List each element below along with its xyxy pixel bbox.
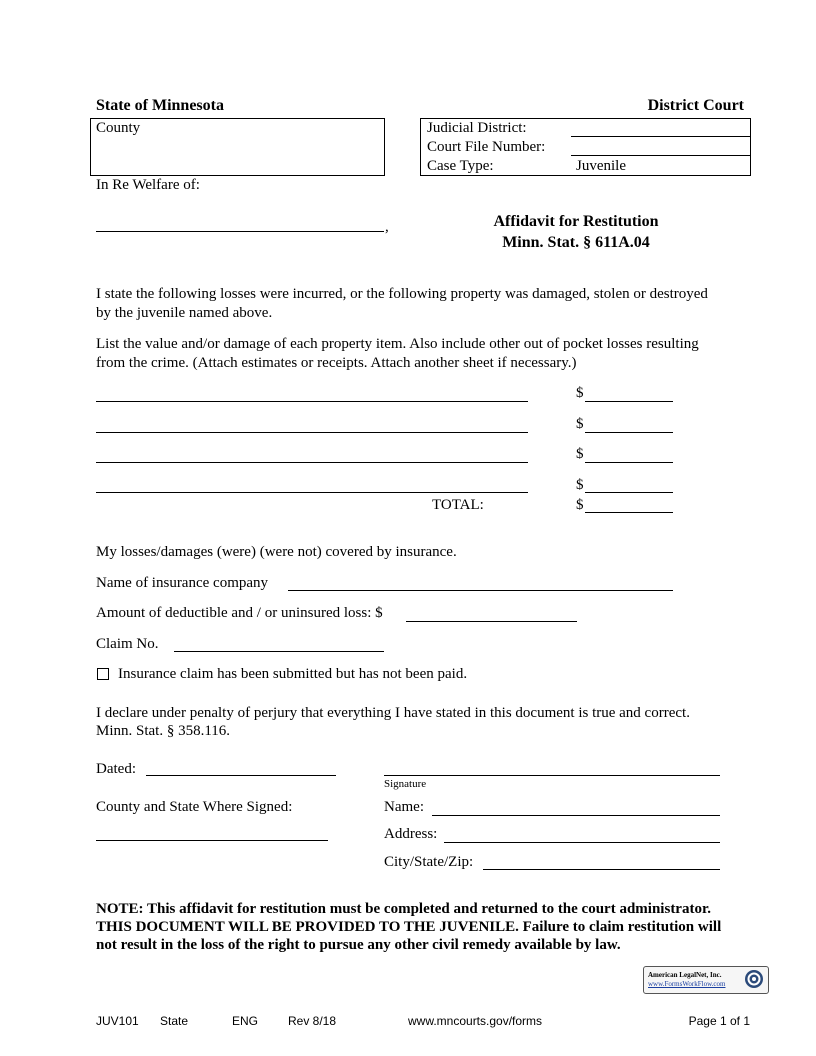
perjury-declaration: I declare under penalty of perjury that everything I have stated in this document is true and correct. Minn. Stat. § 358.116. bbox=[96, 705, 690, 739]
judicial-district-label: Judicial District: bbox=[427, 120, 527, 136]
property-item-field-3[interactable] bbox=[96, 462, 528, 463]
signature-field[interactable] bbox=[384, 775, 720, 776]
case-type-label: Case Type: bbox=[427, 158, 494, 174]
footer-type: State bbox=[160, 1014, 189, 1028]
dated-label: Dated: bbox=[96, 761, 136, 777]
name-label: Name: bbox=[384, 799, 424, 815]
county-state-signed-field[interactable] bbox=[96, 840, 328, 841]
footer-language: ENG bbox=[232, 1014, 259, 1028]
deductible-label: Amount of deductible and / or uninsured loss: $ bbox=[96, 605, 383, 621]
insurance-company-field[interactable] bbox=[288, 590, 673, 591]
footer-revision: Rev 8/18 bbox=[288, 1014, 337, 1028]
case-info-box bbox=[420, 118, 751, 176]
claim-number-field[interactable] bbox=[174, 651, 384, 652]
name-field[interactable] bbox=[432, 815, 720, 816]
dollar-sign-3: $ bbox=[576, 446, 584, 462]
address-label: Address: bbox=[384, 826, 438, 842]
dollar-sign-total: $ bbox=[576, 497, 584, 513]
dollar-sign-2: $ bbox=[576, 416, 584, 432]
city-state-zip-field[interactable] bbox=[483, 869, 720, 870]
case-type-value: Juvenile bbox=[576, 158, 626, 174]
footer-form-code: JUV101 bbox=[96, 1014, 139, 1028]
insurance-claim-checkbox[interactable] bbox=[97, 668, 109, 680]
property-item-field-2[interactable] bbox=[96, 432, 528, 433]
county-label: County bbox=[96, 120, 141, 136]
property-item-field-1[interactable] bbox=[96, 401, 528, 402]
judicial-district-field[interactable] bbox=[571, 136, 751, 137]
court-file-number-field[interactable] bbox=[571, 155, 751, 156]
address-field[interactable] bbox=[444, 842, 720, 843]
signature-label: Signature bbox=[384, 778, 427, 790]
total-amount-field[interactable] bbox=[585, 512, 673, 513]
amount-field-2[interactable] bbox=[585, 432, 673, 433]
court-file-number-label: Court File Number: bbox=[427, 139, 546, 155]
juvenile-name-field[interactable] bbox=[96, 231, 384, 232]
state-title: State of Minnesota bbox=[96, 97, 224, 114]
insurance-claim-checkbox-label: Insurance claim has been submitted but has not been paid. bbox=[118, 666, 468, 682]
city-state-zip-label: City/State/Zip: bbox=[384, 854, 474, 870]
dollar-sign-4: $ bbox=[576, 477, 584, 493]
county-box[interactable] bbox=[90, 118, 385, 176]
badge-logo-icon bbox=[744, 969, 764, 989]
insurance-coverage-text: My losses/damages (were) (were not) covered by insurance. bbox=[96, 544, 457, 560]
claim-number-label: Claim No. bbox=[96, 636, 159, 652]
badge-url: www.FormsWorkFlow.com bbox=[648, 980, 726, 988]
dated-field[interactable] bbox=[146, 775, 336, 776]
amount-field-3[interactable] bbox=[585, 462, 673, 463]
dollar-sign-1: $ bbox=[576, 385, 584, 401]
deductible-field[interactable] bbox=[406, 621, 577, 622]
county-state-signed-label: County and State Where Signed: bbox=[96, 799, 293, 815]
badge-company: American LegalNet, Inc. bbox=[648, 971, 722, 979]
legalnet-badge[interactable] bbox=[643, 966, 769, 994]
form-title: Affidavit for Restitution bbox=[493, 213, 659, 230]
in-re-label: In Re Welfare of: bbox=[96, 177, 200, 193]
form-statute: Minn. Stat. § 611A.04 bbox=[502, 234, 650, 251]
property-item-field-4[interactable] bbox=[96, 492, 528, 493]
footer-url[interactable]: www.mncourts.gov/forms bbox=[408, 1014, 543, 1028]
amount-field-4[interactable] bbox=[585, 492, 673, 493]
restitution-note: NOTE: This affidavit for restitution must be completed and returned to the court administrator. THIS DOCUMENT WILL BE PROVIDED TO THE JUVENILE. Failure to claim restitution will not result in the loss of the right to pursue any other civil remedy available by law. bbox=[96, 901, 722, 953]
court-title: District Court bbox=[647, 97, 744, 114]
losses-statement: I state the following losses were incurred, or the following property was damaged, stolen or destroyed by the juvenile named above. bbox=[96, 286, 708, 321]
insurance-company-label: Name of insurance company bbox=[96, 575, 269, 591]
footer-page-number: Page 1 of 1 bbox=[688, 1014, 750, 1028]
total-label: TOTAL: bbox=[432, 497, 484, 513]
in-re-comma: , bbox=[385, 219, 389, 235]
amount-field-1[interactable] bbox=[585, 401, 673, 402]
list-instructions: List the value and/or damage of each property item. Also include other out of pocket losses resulting from the crime. (Attach estimates or receipts. Attach another sheet if necessary.) bbox=[96, 336, 699, 371]
